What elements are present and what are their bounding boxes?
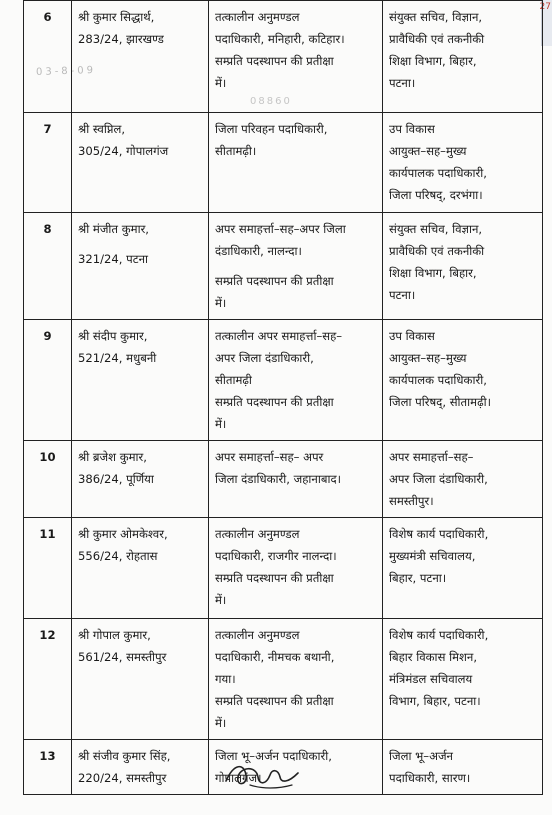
current-posting-cell	[209, 320, 383, 441]
serial-number-cell: 13	[24, 740, 72, 795]
current-posting-line: अपर समाहर्त्ता–सह– अपर	[215, 450, 324, 464]
serial-number-cell: 7	[24, 113, 72, 213]
current-posting-line: पदाधिकारी, राजगीर नालन्दा।	[215, 549, 337, 563]
current-posting-line: सीतामढ़ी	[215, 373, 252, 387]
current-posting-line: सम्प्रति पदस्थापन की प्रतीक्षा	[215, 571, 334, 585]
officer-batch-home: 556/24, रोहतास	[78, 549, 158, 563]
table-row	[24, 619, 543, 740]
current-posting-line: में।	[215, 296, 227, 310]
officer-name-cell	[72, 740, 209, 795]
officer-batch-home: 321/24, पटना	[78, 252, 149, 266]
officer-name-cell	[72, 1, 209, 113]
current-posting-line: सम्प्रति पदस्थापन की प्रतीक्षा	[215, 54, 334, 68]
new-posting-cell	[383, 213, 543, 320]
new-posting-line: विशेष कार्य पदाधिकारी,	[389, 628, 489, 642]
current-posting-cell	[209, 1, 383, 113]
current-posting-line: में।	[215, 716, 227, 730]
new-posting-line: अपर जिला दंडाधिकारी,	[389, 472, 488, 486]
new-posting-line: बिहार, पटना।	[389, 571, 447, 585]
new-posting-cell	[383, 740, 543, 795]
officer-name: श्री संजीव कुमार सिंह,	[78, 749, 171, 763]
table-row	[24, 213, 543, 320]
new-posting-cell	[383, 113, 543, 213]
new-posting-cell	[383, 518, 543, 619]
new-posting-cell	[383, 1, 543, 113]
current-posting-line: तत्कालीन अनुमण्डल	[215, 527, 300, 541]
new-posting-line: प्रावैधिकी एवं तकनीकी	[389, 32, 485, 46]
new-posting-line: विभाग, बिहार, पटना।	[389, 694, 481, 708]
faint-stamp-mark: 08860	[250, 96, 292, 107]
current-posting-line: तत्कालीन अनुमण्डल	[215, 628, 300, 642]
new-posting-line: पटना।	[389, 76, 416, 90]
new-posting-line: विशेष कार्य पदाधिकारी,	[389, 527, 489, 541]
new-posting-line: पदाधिकारी, सारण।	[389, 771, 471, 785]
current-posting-line: सीतामढ़ी।	[215, 144, 257, 158]
officer-name: श्री ब्रजेश कुमार,	[78, 450, 147, 464]
current-posting-line: में।	[215, 593, 227, 607]
current-posting-line: सम्प्रति पदस्थापन की प्रतीक्षा	[215, 694, 334, 708]
new-posting-line: अपर समाहर्त्ता–सह–	[389, 450, 474, 464]
officer-batch-home: 386/24, पूर्णिया	[78, 472, 154, 486]
serial-number-cell: 9	[24, 320, 72, 441]
officer-name: श्री मंजीत कुमार,	[78, 222, 149, 236]
table-row	[24, 320, 543, 441]
new-posting-line: कार्यपालक पदाधिकारी,	[389, 166, 487, 180]
new-posting-line: समस्तीपुर।	[389, 494, 434, 508]
current-posting-cell	[209, 213, 383, 320]
officer-name: श्री गोपाल कुमार,	[78, 628, 151, 642]
table-row	[24, 518, 543, 619]
new-posting-cell	[383, 441, 543, 518]
current-posting-cell	[209, 518, 383, 619]
officer-name: श्री संदीप कुमार,	[78, 329, 148, 343]
new-posting-cell	[383, 320, 543, 441]
current-posting-line: पदाधिकारी, मनिहारी, कटिहार।	[215, 32, 345, 46]
new-posting-line: आयुक्त–सह–मुख्य	[389, 144, 467, 158]
current-posting-line: जिला दंडाधिकारी, जहानाबाद।	[215, 472, 342, 486]
serial-number-cell: 8	[24, 213, 72, 320]
officer-batch-home: 521/24, मधुबनी	[78, 351, 157, 365]
new-posting-line: संयुक्त सचिव, विज्ञान,	[389, 10, 483, 24]
new-posting-line: जिला भू–अर्जन	[389, 749, 453, 763]
current-posting-line: दंडाधिकारी, नालन्दा।	[215, 244, 302, 258]
serial-number-cell: 11	[24, 518, 72, 619]
current-posting-line: पदाधिकारी, नीमचक बथानी,	[215, 650, 335, 664]
serial-number-cell: 6	[24, 1, 72, 113]
officer-batch-home: 220/24, समस्तीपुर	[78, 771, 167, 785]
current-posting-line: जिला भू–अर्जन पदाधिकारी,	[215, 749, 332, 763]
handwritten-signature	[222, 755, 302, 795]
new-posting-line: बिहार विकास मिशन,	[389, 650, 478, 664]
officer-batch-home: 305/24, गोपालगंज	[78, 144, 169, 158]
new-posting-line: उप विकास	[389, 329, 435, 343]
officer-name: श्री कुमार ओमकेश्वर,	[78, 527, 168, 541]
transfer-posting-table	[23, 0, 543, 795]
new-posting-line: जिला परिषद्, सीतामढ़ी।	[389, 395, 492, 409]
officer-batch-home: 283/24, झारखण्ड	[78, 32, 164, 46]
officer-name: श्री कुमार सिद्धार्थ,	[78, 10, 155, 24]
officer-name-cell	[72, 213, 209, 320]
current-posting-line: में।	[215, 76, 227, 90]
serial-number-cell: 12	[24, 619, 72, 740]
new-posting-line: उप विकास	[389, 122, 435, 136]
current-posting-line: में।	[215, 417, 227, 431]
table-row	[24, 113, 543, 213]
new-posting-line: मुख्यमंत्री सचिवालय,	[389, 549, 476, 563]
faint-stamp-mark: 03-8-09	[35, 64, 97, 79]
new-posting-cell	[383, 619, 543, 740]
officer-name-cell	[72, 320, 209, 441]
new-posting-line: शिक्षा विभाग, बिहार,	[389, 266, 477, 280]
officer-batch-home: 561/24, समस्तीपुर	[78, 650, 167, 664]
current-posting-cell	[209, 441, 383, 518]
corner-tab-number: 27	[539, 2, 551, 12]
serial-number-cell: 10	[24, 441, 72, 518]
new-posting-line: संयुक्त सचिव, विज्ञान,	[389, 222, 483, 236]
new-posting-line: आयुक्त–सह–मुख्य	[389, 351, 467, 365]
current-posting-line: गोपालगंज।	[215, 771, 262, 785]
new-posting-line: प्रावैधिकी एवं तकनीकी	[389, 244, 485, 258]
table-row	[24, 441, 543, 518]
current-posting-line: जिला परिवहन पदाधिकारी,	[215, 122, 328, 136]
current-posting-line: अपर जिला दंडाधिकारी,	[215, 351, 314, 365]
current-posting-line: तत्कालीन अपर समाहर्त्ता–सह–	[215, 329, 343, 343]
current-posting-cell	[209, 113, 383, 213]
current-posting-cell	[209, 619, 383, 740]
current-posting-line: तत्कालीन अनुमण्डल	[215, 10, 300, 24]
officer-name-cell	[72, 518, 209, 619]
current-posting-line: सम्प्रति पदस्थापन की प्रतीक्षा	[215, 395, 334, 409]
officer-name-cell	[72, 113, 209, 213]
new-posting-line: शिक्षा विभाग, बिहार,	[389, 54, 477, 68]
officer-name-cell	[72, 441, 209, 518]
current-posting-line: अपर समाहर्त्ता–सह–अपर जिला	[215, 222, 346, 236]
new-posting-line: पटना।	[389, 288, 416, 302]
new-posting-line: कार्यपालक पदाधिकारी,	[389, 373, 487, 387]
current-posting-line: गया।	[215, 672, 236, 686]
new-posting-line: जिला परिषद्, दरभंगा।	[389, 188, 483, 202]
officer-name: श्री स्वप्निल,	[78, 122, 125, 136]
officer-name-cell	[72, 619, 209, 740]
table-row	[24, 1, 543, 113]
current-posting-line: सम्प्रति पदस्थापन की प्रतीक्षा	[215, 274, 334, 288]
new-posting-line: मंत्रिमंडल सचिवालय	[389, 672, 473, 686]
